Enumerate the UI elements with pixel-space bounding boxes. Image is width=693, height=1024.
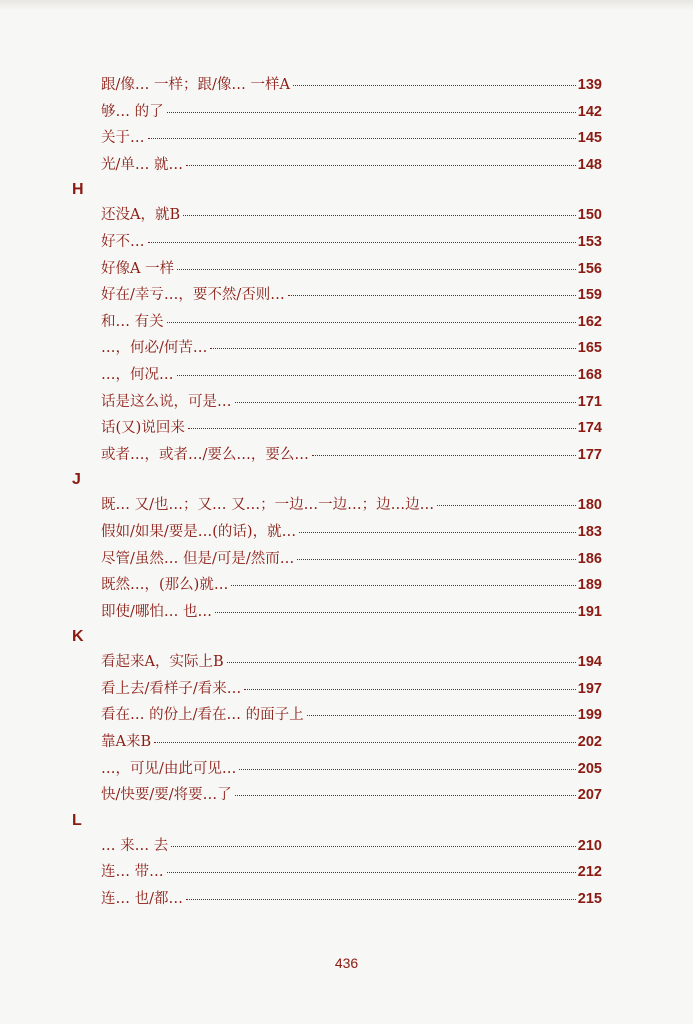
entry-label: …，何必/何苦… (101, 340, 208, 357)
toc-entry (72, 442, 602, 469)
entry-label: 连… 带… (101, 864, 164, 881)
entry-page-number: 165 (577, 340, 602, 357)
dot-leader (177, 269, 576, 270)
section-letter: L (72, 811, 82, 829)
dot-leader (167, 872, 576, 873)
dot-leader (186, 165, 576, 166)
entry-page-number: 159 (577, 287, 602, 304)
entry-page-number: 162 (577, 313, 602, 330)
dot-leader (239, 769, 575, 770)
entry-page-number: 180 (577, 497, 602, 514)
toc-entry (72, 282, 602, 309)
toc-entry (72, 886, 602, 913)
entry-label: 既… 又/也…；又… 又…；一边…一边…；边…边… (101, 497, 435, 514)
toc-entry (72, 389, 602, 416)
dot-leader (188, 428, 576, 429)
entry-page-number: 199 (577, 707, 602, 724)
toc-entry (72, 125, 602, 152)
toc-entry (72, 649, 602, 676)
dot-leader (171, 846, 576, 847)
entry-page-number: 183 (577, 523, 602, 540)
toc-entry (72, 99, 602, 126)
entry-page-number: 171 (577, 393, 602, 410)
entry-page-number: 142 (577, 103, 602, 120)
toc-entry (72, 833, 602, 860)
dot-leader (167, 112, 576, 113)
toc-entry (72, 519, 602, 546)
dot-leader (154, 742, 576, 743)
entry-label: 好像A 一样 (101, 260, 175, 277)
dot-leader (231, 585, 575, 586)
dot-leader (312, 455, 576, 456)
entry-label: 够… 的了 (101, 103, 164, 120)
toc-entry (72, 362, 602, 389)
entry-page-number: 177 (577, 446, 602, 463)
entry-page-number: 210 (577, 837, 602, 854)
dot-leader (148, 138, 576, 139)
entry-label: 尽管/虽然… 但是/可是/然而… (101, 550, 295, 567)
entry-label: 看在… 的份上/看在… 的面子上 (101, 707, 304, 724)
toc-entry (72, 492, 602, 519)
entry-page-number: 205 (577, 760, 602, 777)
entry-page-number: 174 (577, 420, 602, 437)
toc-entry (72, 152, 602, 179)
entry-label: 即使/哪怕… 也… (101, 603, 212, 620)
entry-label: 连… 也/都… (101, 891, 183, 908)
toc-entry (72, 229, 602, 256)
entry-label: …，可见/由此可见… (101, 760, 237, 777)
entry-label: 看起来A，实际上B (101, 654, 224, 671)
toc-entry (72, 415, 602, 442)
dot-leader (177, 375, 576, 376)
dot-leader (227, 662, 576, 663)
page-number: 436 (334, 955, 359, 971)
entry-label: 和… 有关 (101, 313, 164, 330)
entry-label: 话是这么说，可是… (101, 393, 232, 410)
toc-entry (72, 756, 602, 783)
toc-entry (72, 335, 602, 362)
toc-entry (72, 309, 602, 336)
entry-page-number: 145 (577, 130, 602, 147)
toc-entry (72, 729, 602, 756)
dot-leader (293, 85, 576, 86)
entry-page-number: 186 (577, 550, 602, 567)
entry-label: 好在/幸亏…，要不然/否则… (101, 287, 285, 304)
entry-page-number: 197 (577, 680, 602, 697)
dot-leader (235, 795, 576, 796)
section-letter: H (72, 181, 84, 199)
entry-page-number: 215 (577, 891, 602, 908)
entry-label: …，何况… (101, 366, 174, 383)
entry-page-number: 168 (577, 366, 602, 383)
entry-page-number: 194 (577, 654, 602, 671)
entry-page-number: 148 (577, 156, 602, 173)
toc-entry (72, 676, 602, 703)
entry-page-number: 153 (577, 233, 602, 250)
entry-page-number: 139 (577, 77, 602, 93)
dot-leader (167, 322, 576, 323)
previous-page-bleed (0, 0, 693, 10)
entry-page-number: 212 (577, 864, 602, 881)
dot-leader (210, 348, 575, 349)
entry-page-number: 202 (577, 734, 602, 751)
toc-entry (72, 859, 602, 886)
toc-entry (72, 572, 602, 599)
entry-label: 关于… (101, 130, 145, 147)
entry-label: 好不… (101, 233, 145, 250)
dot-leader (297, 559, 576, 560)
dot-leader (183, 215, 576, 216)
entry-page-number: 191 (577, 603, 602, 620)
table-of-contents (72, 72, 602, 913)
entry-page-number: 150 (577, 207, 602, 224)
toc-entry (72, 546, 602, 573)
entry-label: 跟/像… 一样；跟/像… 一样A (101, 77, 290, 93)
entry-page-number: 156 (577, 260, 602, 277)
section-letter: K (72, 628, 84, 646)
dot-leader (215, 612, 576, 613)
toc-entry (72, 782, 602, 809)
toc-entry (72, 599, 602, 626)
dot-leader (307, 715, 576, 716)
entry-label: 快/快要/要/将要…了 (101, 787, 232, 804)
entry-label: 假如/如果/要是…(的话)，就… (101, 523, 297, 540)
entry-page-number: 207 (577, 787, 602, 804)
entry-label: 靠A来B (101, 734, 152, 751)
entry-page-number: 189 (577, 577, 602, 594)
entry-label: 还没A，就B (101, 207, 181, 224)
toc-entry (72, 702, 602, 729)
toc-entry (72, 256, 602, 283)
dot-leader (437, 505, 576, 506)
section-letter: J (72, 471, 81, 489)
dot-leader (244, 689, 576, 690)
entry-label: … 来… 去 (101, 837, 169, 854)
toc-entry (72, 72, 602, 99)
entry-label: 话(又)说回来 (101, 420, 185, 437)
dot-leader (299, 532, 576, 533)
entry-label: 光/单… 就… (101, 156, 183, 173)
dot-leader (148, 242, 576, 243)
dot-leader (186, 899, 576, 900)
dot-leader (235, 402, 576, 403)
toc-entry (72, 202, 602, 229)
dot-leader (288, 295, 576, 296)
entry-label: 既然…，(那么)就… (101, 577, 229, 594)
entry-label: 或者…，或者…/要么…，要么… (101, 446, 309, 463)
entry-label: 看上去/看样子/看来… (101, 680, 242, 697)
